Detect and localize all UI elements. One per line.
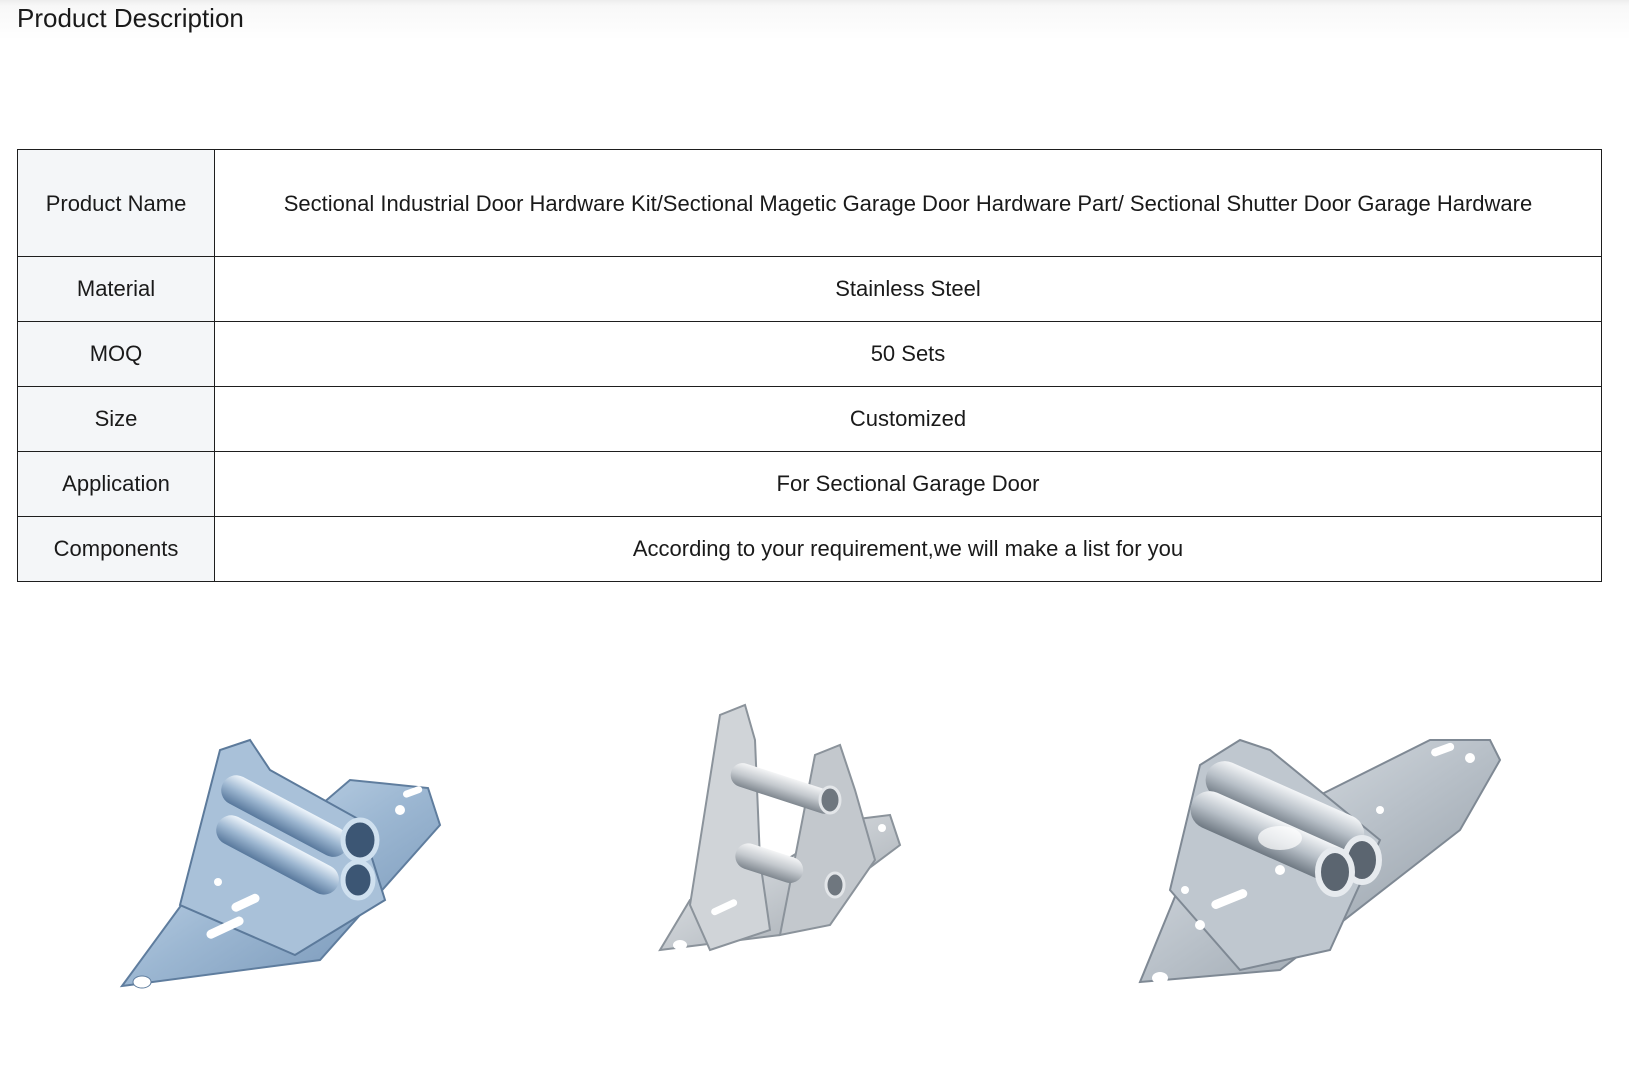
table-label-components: Components	[18, 517, 215, 582]
table-value-size: Customized	[215, 387, 1602, 452]
table-label-product-name: Product Name	[18, 150, 215, 257]
galvanized-hinge-icon[interactable]	[650, 700, 950, 980]
table-value-moq: 50 Sets	[215, 322, 1602, 387]
table-row-product-name	[18, 150, 1602, 257]
table-value-components: According to your requirement,we will make a list for you	[215, 517, 1602, 582]
table-value-product-name: Sectional Industrial Door Hardware Kit/Sectional Magetic Garage Door Hardware Part/ Sectional Shutter Door Garage Hardware	[215, 150, 1602, 257]
spec-table	[17, 149, 1602, 582]
table-value-material: Stainless Steel	[215, 257, 1602, 322]
table-label-material: Material	[18, 257, 215, 322]
section-title: Product Description	[17, 3, 244, 33]
table-row-moq	[18, 322, 1602, 387]
table-label-moq: MOQ	[18, 322, 215, 387]
table-row-application	[18, 452, 1602, 517]
table-row-material	[18, 257, 1602, 322]
silver-double-tube-hinge-icon[interactable]	[1130, 720, 1510, 1020]
table-label-application: Application	[18, 452, 215, 517]
blue-zinc-hinge-icon[interactable]	[110, 730, 450, 1030]
section-header-bar	[0, 0, 1629, 44]
table-row-components	[18, 517, 1602, 582]
table-value-application: For Sectional Garage Door	[215, 452, 1602, 517]
table-row-size	[18, 387, 1602, 452]
product-image-gallery	[0, 700, 1629, 1040]
table-label-size: Size	[18, 387, 215, 452]
